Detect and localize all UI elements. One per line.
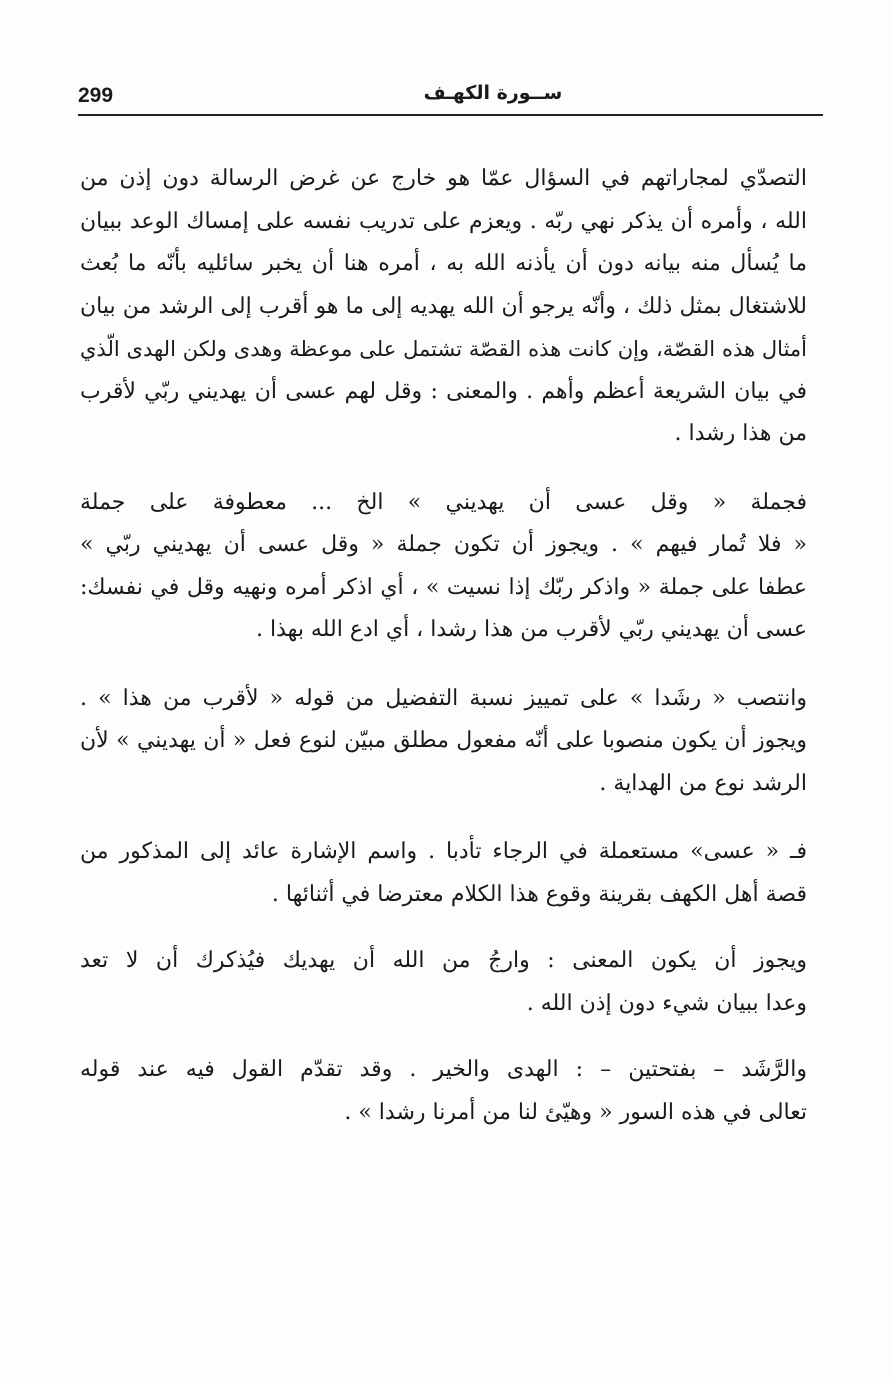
text-line: « فلا تُمار فيهم » . ويجوز أن تكون جملة « وقل عسى أن يهديني ربّي »: [80, 532, 807, 557]
text-line: فـ « عسى» مستعملة في الرجاء تأدبا . واسم الإشارة عائد إلى المذكور من: [80, 839, 807, 864]
paragraph: [80, 158, 807, 456]
paragraph: [80, 1049, 807, 1134]
paragraph: [80, 940, 807, 1025]
body-text: [80, 158, 807, 1134]
text-line: من هذا رشدا .: [674, 421, 807, 446]
text-line: ما يُسأل منه بيانه دون أن يأذنه الله به ، أمره هنا أن يخبر سائليه بأنّه ما بُعث: [80, 251, 807, 276]
text-line: ويجوز أن يكون المعنى : وارجُ من الله أن يهديك فيُذكرك أن لا تعد: [80, 948, 807, 973]
surah-title: ســورة الكهـف: [423, 82, 563, 104]
page-number: 299: [78, 84, 114, 107]
text-line: فجملة « وقل عسى أن يهديني » الخ ... معطوفة على جملة: [80, 489, 807, 515]
paragraph: [80, 482, 807, 652]
text-line: الله ، وأمره أن يذكر نهي ربّه . ويعزم على تدريب نفسه على إمساك الوعد ببيان: [80, 208, 807, 234]
page-header: [78, 82, 823, 114]
paragraph: [80, 831, 807, 916]
text-line: وانتصب « رشَدا » على تمييز نسبة التفضيل من قوله « لأقرب من هذا » .: [80, 685, 807, 711]
text-line: ويجوز أن يكون منصوبا على أنّه مفعول مطلق مبيّن لنوع فعل « أن يهديني » لأن: [80, 728, 807, 753]
header-divider: [78, 114, 823, 116]
text-line: وعدا ببيان شيء دون إذن الله .: [526, 990, 807, 1016]
text-line: التصدّي لمجاراتهم في السؤال عمّا هو خارج عن غرض الرسالة دون إذن من: [80, 166, 807, 191]
text-line: عطفا على جملة « واذكر ربّك إذا نسيت » ، أي اذكر أمره ونهيه وقل في نفسك:: [80, 574, 807, 600]
text-line: أمثال هذه القصّة، وإن كانت هذه القصّة تشتمل على موعظة وهدى ولكن الهدى الّذي: [80, 337, 807, 361]
text-line: قصة أهل الكهف بقرينة وقوع هذا الكلام معترضا في أثنائها .: [271, 881, 807, 907]
text-line: عسى أن يهديني ربّي لأقرب من هذا رشدا ، أي ادع الله بهذا .: [256, 617, 807, 642]
paragraph: [80, 678, 807, 806]
text-line: تعالى في هذه السور « وهيّئ لنا من أمرنا رشدا » .: [344, 1099, 807, 1125]
text-line: في بيان الشريعة أعظم وأهم . والمعنى : وقل لهم عسى أن يهديني ربّي لأقرب: [80, 378, 807, 404]
text-line: والرَّشَد – بفتحتين – : الهدى والخير . وقد تقدّم القول فيه عند قوله: [80, 1057, 807, 1082]
text-line: الرشد نوع من الهداية .: [599, 770, 807, 796]
text-line: للاشتغال بمثل ذلك ، وأنّه يرجو أن الله يهديه إلى ما هو أقرب إلى الرشد من بيان: [80, 293, 807, 319]
